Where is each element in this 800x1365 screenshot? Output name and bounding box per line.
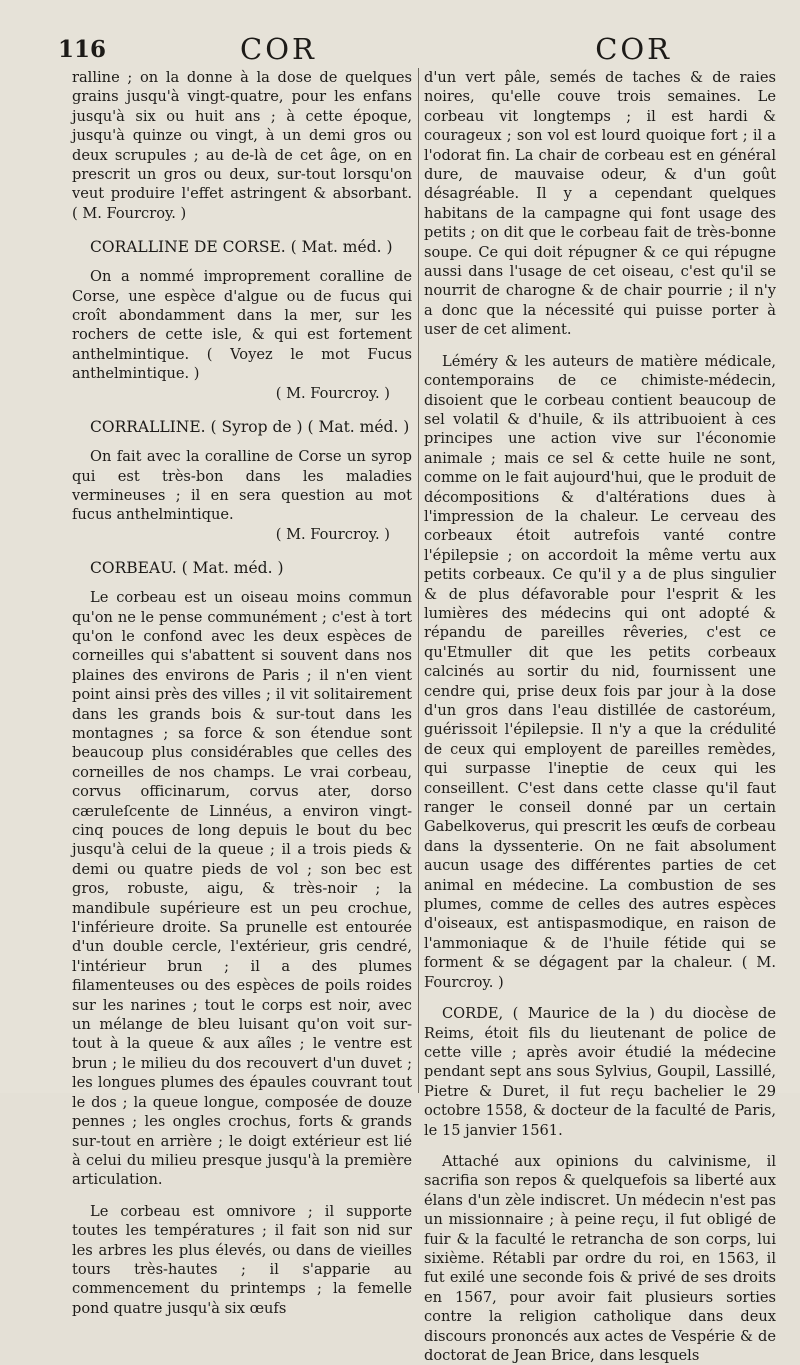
entry-title-corbeau: CORBEAU. ( Mat. méd. ): [90, 559, 284, 578]
right-column: [424, 68, 776, 1364]
paragraph-corbeau-description: Le corbeau est un oiseau moins commun qu'on ne le pense communément ; c'est à tort qu'on le confond avec les deux espèces de corneilles qui s'abattent si souvent dans nos plaines des environs de Paris ; il n'en vient point ainsi près des villes ; il vit solitairement dans les grands bois & sur-tout dans les montagnes ; sa force & son étendue sont beaucoup plus considérables que celles des corneilles de nos champs. Le vrai corbeau, corvus officinarum, corvus ater, dorso cæruleſcente de Linnéus, a environ vingt-cinq pouces de long depuis le bout du bec jusqu'à celui de la queue ; il a trois pieds & demi ou quatre pieds de vol ; son bec est gros, robuste, aigu, & très-noir ; la mandibule supérieure est un peu crochue, l'inférieure droite. Sa prunelle est entourée d'un double cercle, l'extérieur, gris cendré, l'intérieur brun ; il a des plumes filamenteuses ou des espèces de poils roides sur les narines ; tout le corps est noir, avec un mélange de bleu luisant qu'on voit sur-tout à la queue & aux aîles ; le ventre est brun ; le milieu du dos recouvert d'un duvet ; les longues plumes des épaules couvrant tout le dos ; la queue longue, composée de douze pennes ; les ongles crochus, forts & grands sur-tout en arrière ; le doigt extérieur est lié à celui du milieu presque jusqu'à la première articulation.: [72, 589, 412, 1189]
column-divider: [418, 68, 419, 1093]
paragraph-coralline: On a nommé improprement coralline de Corse, une espèce d'algue ou de fucus qui croît abondamment dans la mer, sur les rochers de cette isle, & qui est fortement anthelmintique. ( Voyez le mot Fucus anthelmintique. ): [72, 268, 412, 383]
headword-right: COR: [595, 32, 672, 66]
paragraph-corbeau-medicine: Léméry & les auteurs de matière médicale, contemporains de ce chimiste-médecin, disoient que le corbeau contient beaucoup de sel volatil & d'huile, & ils attribuoient à ces principes une action vive sur l'économie animale ; mais ce sel & cette huile ne sont, comme on le fait aujourd'hui, que le produit de décompositions & d'altérations dues à l'impression de la chaleur. Le cerveau des corbeaux étoit autrefois vanté contre l'épilepsie ; on accordoit la même vertu aux petits corbeaux. Ce qu'il y a de plus singulier & de plus défavorable pour l'esprit & les lumières des médecins qui ont adopté & répandu de pareilles rêveries, c'est ce qu'Etmuller dit que les petits corbeaux calcinés au sortir du nid, fournissent une cendre qui, prise deux fois par jour à la dose d'un gros dans l'eau distillée de castoréum, guérissoit l'épilepsie. Il n'y a que la crédulité de ceux qui employent de pareilles remèdes, qui surpasse l'ineptie de ceux qui les conseillent. C'est dans cette classe qu'il faut ranger le conseil donné par un certain Gabelkoverus, qui prescrit les œufs de corbeau dans la dyssenterie. On ne fait absolument aucun usage des différentes parties de cet animal en médecine. La combustion de ses plumes, comme de celles des autres espèces d'oiseaux, est antispasmodique, en raison de l'ammoniaque & de l'huile fétide qui se forment & se dégagent par la chaleur. ( M. Fourcroy. ): [424, 352, 776, 991]
author-signature: ( M. Fourcroy. ): [275, 525, 390, 543]
headword-left: COR: [240, 32, 317, 66]
entry-title-corralline-syrop: CORRALLINE. ( Syrop de ) ( Mat. méd. ): [90, 418, 410, 437]
paragraph-corbeau-habits: Le corbeau est omnivore ; il supporte toutes les températures ; il fait son nid sur les arbres les plus élevés, ou dans de vieilles tours très-hautes ; il s'apparie au commencement du printemps ; la femelle pond quatre jusqu'à six œufs: [72, 1202, 412, 1317]
entry-title-coralline-de-corse: CORALLINE DE CORSE. ( Mat. méd. ): [90, 238, 393, 257]
paragraph-continuation: d'un vert pâle, semés de taches & de raies noires, qu'elle couve trois semaines. Le corbeau vit longtemps ; il est hardi & courageux ; son vol est lourd quoique fort ; il a l'odorat fin. La chair de corbeau est en général dure, de mauvaise odeur, & d'un goût désagréable. Il y a cependant quelques habitans de la campagne qui font usage des petits ; on dit que le corbeau fait de très-bonne soupe. Ce qui doit répugner & ce qui répugne aussi dans l'usage de cet oiseau, c'est qu'il se nourrit de charogne & de chair pourrie ; il n'y a donc que la nécessité qui puisse porter à user de cet aliment.: [424, 69, 776, 339]
paragraph-corde-calvinism: Attaché aux opinions du calvinisme, il sacrifia son repos & quelquefois sa liberté aux élans d'un zèle indiscret. Un médecin n'est pas un missionnaire ; à peine reçu, il fut obligé de fuir & la faculté le retrancha de son corps, lui sixième. Rétabli par ordre du roi, en 1563, il fut exilé une seconde fois & privé de ses droits en 1567, pour avoir fait plusieurs sorties contre la religion catholique dans deux discours prononcés aux actes de Vespérie & de doctorat de Jean Brice, dans lesquels: [424, 1152, 776, 1364]
left-column: [72, 68, 412, 1317]
author-signature: ( M. Fourcroy. ): [275, 384, 390, 402]
running-header: [58, 30, 762, 66]
paragraph-syrop: On fait avec la coralline de Corse un syrop qui est très-bon dans les maladies vermineuses ; il en sera question au mot fucus anthelmintique.: [72, 448, 412, 524]
paragraph-continuation: ralline ; on la donne à la dose de quelques grains jusqu'à vingt-quatre, pour les enfans jusqu'à six ou huit ans ; à cette époque, jusqu'à quinze ou vingt, à un demi gros ou deux scrupules ; au de-là de cet âge, on en prescrit un gros ou deux, sur-tout lorsqu'on veut produire l'effet astringent & absorbant. ( M. Fourcroy. ): [72, 69, 412, 222]
entry-corde-biography: CORDE, ( Maurice de la ) du diocèse de Reims, étoit fils du lieutenant de police de cette ville ; après avoir étudié la médecine pendant sept ans sous Sylvius, Goupil, Lassillé, Pietre & Duret, il fut reçu bachelier le 29 octobre 1558, & docteur de la faculté de Paris, le 15 janvier 1561.: [424, 1005, 776, 1139]
page-number: 116: [58, 36, 107, 63]
